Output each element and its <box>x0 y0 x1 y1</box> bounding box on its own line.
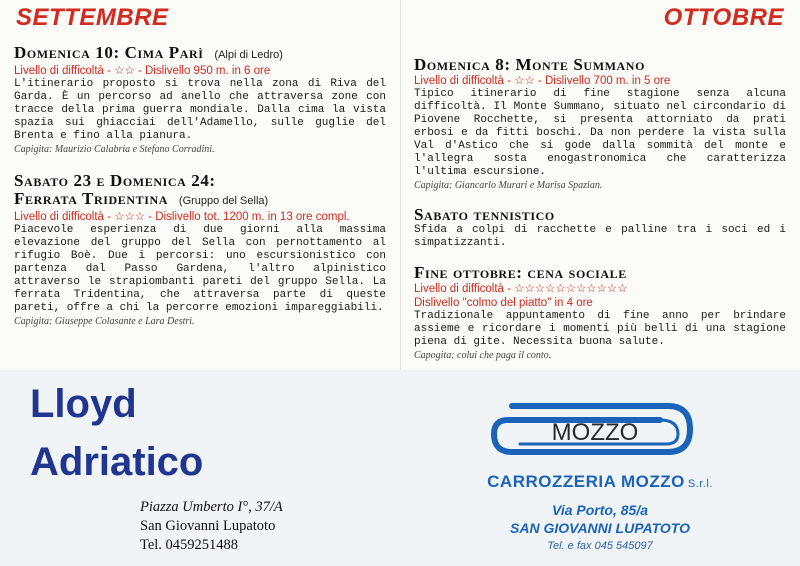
event-leaders: Capogita: colui che paga il conto. <box>414 350 552 361</box>
event-sabato-tennistico <box>414 206 786 250</box>
mozzo-company-name: CARROZZERIA MOZZO S.r.l. <box>487 472 713 491</box>
event-description: Sfida a colpi di racchette e palline tra i soci ed i simpatizzanti. <box>414 224 786 249</box>
month-title-left: SETTEMBRE <box>16 4 169 31</box>
event-description: Tradizionale appuntamento di fine anno per brindare assieme e ricordare i momenti più belli di una stagione piena di gite. Necessita buona salute. <box>414 310 786 348</box>
event-title: Domenica 10: Cima Parì (Alpi di Ledro) <box>14 43 283 62</box>
month-title-right: OTTOBRE <box>663 4 784 31</box>
event-title: Domenica 8: Monte Summano <box>414 55 646 74</box>
mozzo-logo <box>490 398 700 460</box>
event-difficulty: Livello di difficoltà - ☆☆ - Dislivello 950 m. in 6 ore <box>14 65 271 77</box>
event-leaders: Capigita: Giuseppe Colasante e Lara Destri. <box>14 316 195 327</box>
event-monte-summano <box>414 56 786 192</box>
right-column <box>414 44 786 372</box>
event-difficulty: Livello di difficoltà - ☆☆☆☆☆☆☆☆☆☆☆ <box>414 283 628 295</box>
lloyd-address: Piazza Umberto I°, 37/A <box>140 499 283 515</box>
event-description: Tipico itinerario di fine stagione senza alcuna difficoltà. Il Monte Summano, situato nel circondario di Piovene Rocchette, si presenta attorniato da prati erbosi e da fitti boschi. Da non perdere la vista sulla Val d'Astico che si gode dalla sommità del monte e l'allegra sosta enogastronomica che caratterizza l'ultima escursione. <box>414 88 786 178</box>
mozzo-city: SAN GIOVANNI LUPATOTO <box>510 520 690 536</box>
mozzo-suffix: S.r.l. <box>687 478 713 490</box>
event-title: Fine ottobre: cena sociale <box>414 263 627 282</box>
lloyd-logo-line2: Adriatico <box>30 440 204 484</box>
sponsor-ads <box>0 370 800 566</box>
event-cena-sociale <box>414 264 786 362</box>
ad-lloyd-adriatico <box>0 370 400 566</box>
event-ferrata-tridentina <box>14 172 386 328</box>
event-difficulty: Livello di difficoltà - ☆☆ - Dislivello 700 m. in 5 ore <box>414 75 671 87</box>
event-leaders: Capigita: Giancarlo Murari e Marisa Spazian. <box>414 180 603 191</box>
event-title: Sabato 23 e Domenica 24: <box>14 171 216 190</box>
event-title: Sabato tennistico <box>414 205 555 224</box>
event-subtitle: (Gruppo del Sella) <box>178 195 269 207</box>
left-column <box>14 44 386 338</box>
event-difficulty-2: Dislivello "colmo del piatto" in 4 ore <box>414 297 593 309</box>
event-cima-pari <box>14 44 386 156</box>
event-leaders: Capigita: Maurizio Calabria e Stefano Corradini. <box>14 144 215 155</box>
mozzo-street: Via Porto, 85/a <box>552 502 648 518</box>
mozzo-phone: Tel. e fax 045 545097 <box>547 540 653 552</box>
mozzo-logo-graphic <box>490 398 700 460</box>
mozzo-logo-text: MOZZO <box>551 419 639 446</box>
event-difficulty: Livello di difficoltà - ☆☆☆ - Dislivello tot. 1200 m. in 13 ore compl. <box>14 211 350 223</box>
lloyd-phone: Tel. 0459251488 <box>140 537 239 553</box>
lloyd-city: San Giovanni Lupatoto <box>140 518 276 534</box>
event-description: L'itinerario proposto si trova nella zona di Riva del Garda. È un percorso ad anello che attraversa zone con tracce della prima guerra mondiale. Dalla cima la vista spazia sui ghiacciai dell'Adamello, sulle guglie del Brenta e fino alla pianura. <box>14 78 386 142</box>
lloyd-logo-line1: Lloyd <box>30 382 137 426</box>
event-title-2: Ferrata Tridentina (Gruppo del Sella) <box>14 189 269 208</box>
event-subtitle: (Alpi di Ledro) <box>214 49 283 61</box>
event-description: Piacevole esperienza di due giorni alla massima elevazione del gruppo del Sella con pernottamento al rifugio Boè. Due i percorsi: uno escursionistico con partenza dal Passo Gardena, l'altro alpinistico attraverso le strapiombanti pareti del gruppo Sella. La ferrata Tridentina, che attraversa parte di queste pareti, offre a chi la percorre emozioni impareggiabili. <box>14 224 386 314</box>
ad-carrozzeria-mozzo <box>400 370 800 566</box>
